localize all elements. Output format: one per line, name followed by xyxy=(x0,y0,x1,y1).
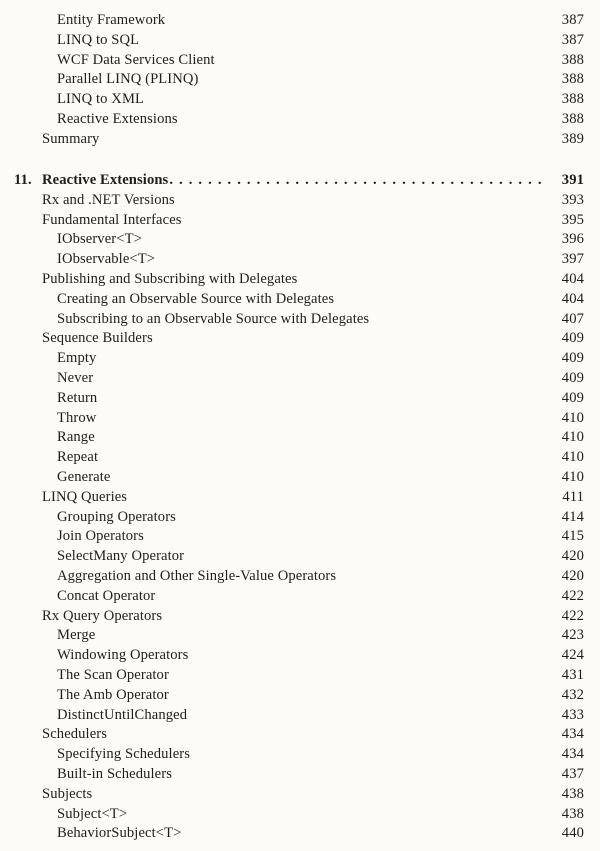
toc-entry-page-number: 440 xyxy=(561,825,584,842)
toc-entry-page-number: 388 xyxy=(561,71,584,88)
toc-entry-row xyxy=(14,130,584,150)
toc-entry-page-number: 424 xyxy=(561,647,584,664)
toc-entry-row xyxy=(14,329,584,349)
toc-entry-label: Publishing and Subscribing with Delegates xyxy=(42,271,298,288)
toc-entry-row xyxy=(14,547,584,567)
toc-entry-row xyxy=(14,369,584,389)
toc-entry-page-number: 388 xyxy=(561,51,584,68)
toc-entry-page-number: 404 xyxy=(561,290,584,307)
toc-entry-label: Subjects xyxy=(42,785,93,802)
toc-entry-row xyxy=(14,567,584,587)
toc-entry-label: DistinctUntilChanged xyxy=(57,706,188,723)
toc-entry-label: Fundamental Interfaces xyxy=(42,211,182,228)
toc-entry-label: The Amb Operator xyxy=(57,686,169,703)
toc-entry-page-number: 438 xyxy=(561,805,584,822)
toc-entry-label: Windowing Operators xyxy=(57,647,189,664)
toc-entry-page-number: 404 xyxy=(561,271,584,288)
toc-entry-row xyxy=(14,527,584,547)
toc-entry-row xyxy=(14,51,584,71)
toc-entry-row xyxy=(14,646,584,666)
toc-entry-page-number: 397 xyxy=(561,251,584,268)
toc-entry-page-number: 415 xyxy=(561,528,584,545)
toc-entry-page-number: 395 xyxy=(561,211,584,228)
toc-entry-page-number: 407 xyxy=(561,310,584,327)
toc-entry-row xyxy=(14,70,584,90)
toc-entry-page-number: 420 xyxy=(561,568,584,585)
toc-entry-row xyxy=(14,765,584,785)
toc-entry-page-number: 432 xyxy=(561,686,584,703)
toc-entry-label: Never xyxy=(57,370,94,387)
toc-entry-page-number: 388 xyxy=(561,110,584,127)
toc-entry-page-number: 387 xyxy=(561,31,584,48)
toc-entry-row xyxy=(14,250,584,270)
toc-entry-label: WCF Data Services Client xyxy=(57,51,215,68)
toc-entry-row xyxy=(14,409,584,429)
toc-chapter-heading xyxy=(14,171,584,191)
toc-entry-page-number: 410 xyxy=(561,449,584,466)
toc-entry-label: Specifying Schedulers xyxy=(57,746,191,763)
toc-entry-label: Subscribing to an Observable Source with Delegates xyxy=(57,310,370,327)
toc-entry-list xyxy=(14,191,584,844)
toc-entry-label: Rx Query Operators xyxy=(42,607,163,624)
toc-entry-label: The Scan Operator xyxy=(57,667,169,683)
toc-entry-row xyxy=(14,11,584,31)
toc-entry-row xyxy=(14,428,584,448)
toc-entry-row xyxy=(14,290,584,310)
toc-entry-page-number: 396 xyxy=(561,231,584,248)
toc-entry-label: Rx and .NET Versions xyxy=(42,191,175,208)
toc-entry-label: Repeat xyxy=(57,449,99,466)
toc-entry-page-number: 411 xyxy=(562,488,584,505)
toc-entry-row xyxy=(14,389,584,409)
toc-entry-row xyxy=(14,211,584,231)
toc-entry-label: IObservable<T> xyxy=(57,251,156,268)
toc-entry-row xyxy=(14,31,584,51)
toc-entry-label: Return xyxy=(57,389,98,406)
toc-entry-page-number: 414 xyxy=(561,508,584,525)
toc-entry-page-number: 409 xyxy=(561,350,584,367)
toc-entry-row xyxy=(14,110,584,130)
toc-entry-label: BehaviorSubject<T> xyxy=(57,825,182,842)
toc-entry-page-number: 410 xyxy=(561,409,584,426)
toc-entry-row xyxy=(14,626,584,646)
toc-entry-page-number: 437 xyxy=(561,765,584,782)
toc-entry-label: LINQ to XML xyxy=(57,91,145,108)
toc-entry-label: Throw xyxy=(57,409,97,426)
toc-entry-page-number: 388 xyxy=(561,91,584,108)
toc-entry-label: Grouping Operators xyxy=(57,508,176,525)
toc-entry-page-number: 420 xyxy=(561,548,584,565)
toc-entry-label: Creating an Observable Source with Delegates xyxy=(57,290,335,307)
toc-entry-label: IObserver<T> xyxy=(57,231,142,248)
toc-entry-page-number: 422 xyxy=(561,607,584,624)
toc-entry-row xyxy=(14,349,584,369)
toc-entry-row xyxy=(14,725,584,745)
toc-entry-label: Empty xyxy=(57,350,97,367)
toc-entry-label: Schedulers xyxy=(42,726,108,743)
chapter-page-number: 391 xyxy=(561,172,584,189)
toc-entry-row xyxy=(14,310,584,330)
toc-entry-label: Sequence Builders xyxy=(42,330,153,347)
toc-entry-row xyxy=(14,706,584,726)
toc-entry-row xyxy=(14,607,584,627)
toc-entry-row xyxy=(14,230,584,250)
toc-entry-label: LINQ to SQL xyxy=(57,31,140,48)
toc-entry-page-number: 409 xyxy=(561,370,584,387)
toc-entry-page-number: 423 xyxy=(561,627,584,644)
chapter-title: Reactive Extensions xyxy=(42,172,169,189)
toc-entry-label: Built-in Schedulers xyxy=(57,765,172,782)
toc-entry-page-number: 387 xyxy=(561,12,584,28)
toc-entry-page-number: 431 xyxy=(561,667,584,683)
toc-entry-label: Join Operators xyxy=(57,528,144,545)
toc-entry-label: Generate xyxy=(57,469,111,486)
toc-entry-label: Subject<T> xyxy=(57,805,128,822)
toc-entry-page-number: 433 xyxy=(561,706,584,723)
toc-entry-page-number: 438 xyxy=(561,785,584,802)
toc-entry-page-number: 434 xyxy=(561,726,584,743)
toc-entry-row xyxy=(14,785,584,805)
toc-entry-row xyxy=(14,805,584,825)
dot-leader xyxy=(169,171,547,191)
chapter-number: 11. xyxy=(14,172,32,189)
toc-entry-row xyxy=(14,587,584,607)
toc-entry-page-number: 409 xyxy=(561,330,584,347)
toc-entry-label: SelectMany Operator xyxy=(57,548,185,565)
toc-entry-row xyxy=(14,666,584,686)
toc-entry-page-number: 422 xyxy=(561,587,584,604)
toc-entry-label: Reactive Extensions xyxy=(57,110,178,127)
toc-entry-row xyxy=(14,745,584,765)
toc-entry-label: Aggregation and Other Single-Value Operators xyxy=(57,568,337,585)
toc-entry-label: Concat Operator xyxy=(57,587,156,604)
toc-entry-row xyxy=(14,191,584,211)
toc-entry-row xyxy=(14,90,584,110)
toc-entry-label: Range xyxy=(57,429,95,446)
toc-entry-page-number: 434 xyxy=(561,746,584,763)
toc-entry-page-number: 389 xyxy=(561,130,584,147)
toc-leading-list xyxy=(14,11,584,150)
toc-entry-page-number: 410 xyxy=(561,469,584,486)
toc-entry-row xyxy=(14,468,584,488)
toc-entry-page-number: 409 xyxy=(561,389,584,406)
toc-entry-label: Summary xyxy=(42,130,100,147)
toc-entry-row xyxy=(14,824,584,844)
toc-entry-label: Entity Framework xyxy=(57,12,166,28)
toc-entry-page-number: 410 xyxy=(561,429,584,446)
toc-entry-row xyxy=(14,270,584,290)
toc-entry-label: Merge xyxy=(57,627,96,644)
toc-entry-label: LINQ Queries xyxy=(42,488,128,505)
toc-entry-label: Parallel LINQ (PLINQ) xyxy=(57,71,199,88)
toc-entry-row xyxy=(14,448,584,468)
toc-entry-row xyxy=(14,508,584,528)
toc-entry-row xyxy=(14,686,584,706)
toc-entry-page-number: 393 xyxy=(561,191,584,208)
toc-entry-row xyxy=(14,488,584,508)
